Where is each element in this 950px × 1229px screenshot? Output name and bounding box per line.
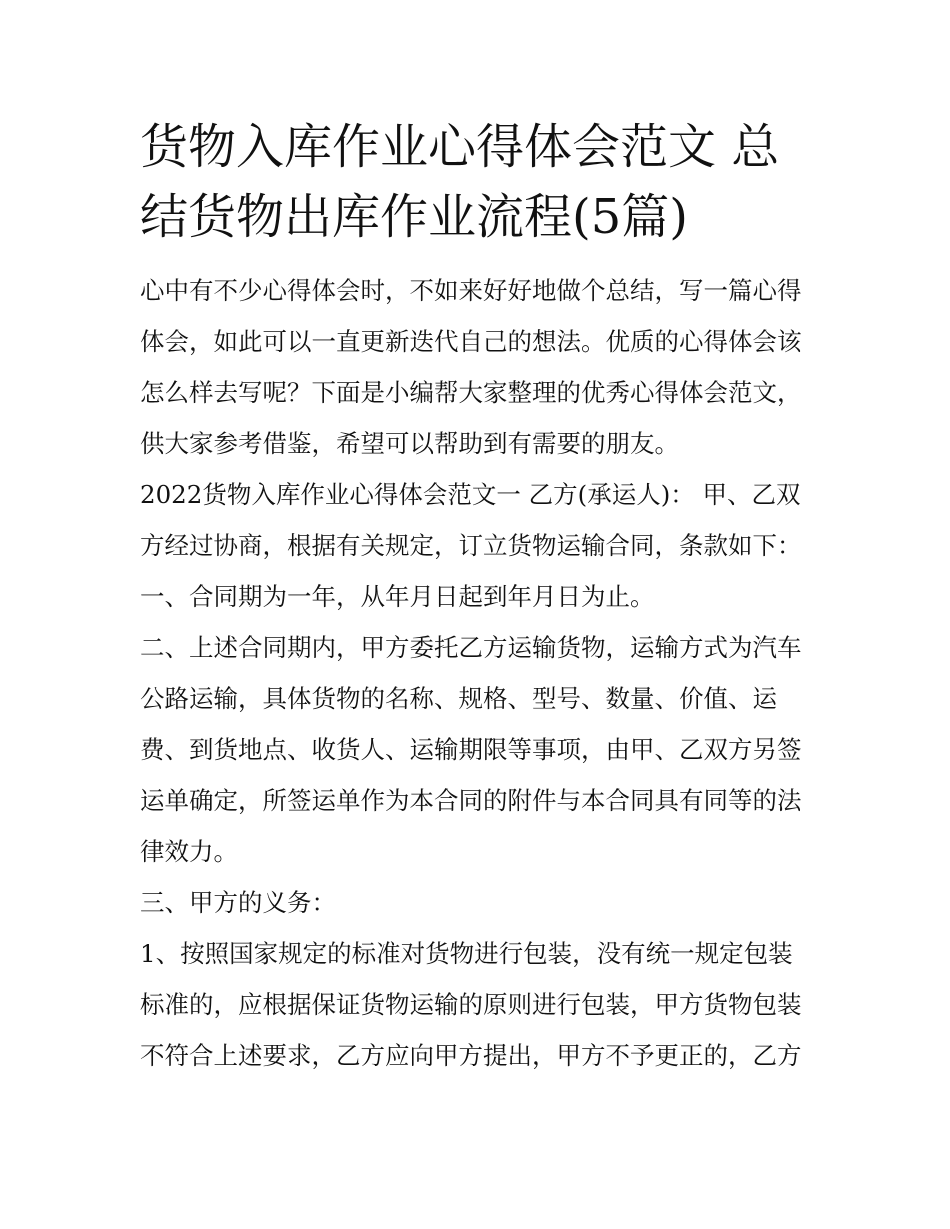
document-title	[140, 112, 820, 252]
body-line: 体会，如此可以一直更新迭代自己的想法。优质的心得体会该	[140, 327, 802, 356]
document-content	[140, 112, 820, 1081]
body-line: 不符合上述要求，乙方应向甲方提出，甲方不予更正的，乙方	[140, 1041, 802, 1070]
title-line-2: 结货物出库作业流程(5篇)	[140, 189, 688, 245]
body-line: 怎么样去写呢？下面是小编帮大家整理的优秀心得体会范文，	[140, 378, 802, 407]
body-line: 心中有不少心得体会时，不如来好好地做个总结，写一篇心得	[140, 276, 802, 305]
body-line: 1、按照国家规定的标准对货物进行包装，没有统一规定包装	[140, 939, 793, 968]
body-line: 供大家参考借鉴，希望可以帮助到有需要的朋友。	[140, 429, 679, 458]
body-line: 公路运输，具体货物的名称、规格、型号、数量、价值、运	[140, 684, 777, 713]
body-line: 三、甲方的义务：	[140, 888, 336, 917]
body-line: 律效力。	[140, 837, 238, 866]
body-line: 二、上述合同期内，甲方委托乙方运输货物，运输方式为汽车	[140, 633, 802, 662]
document-body	[140, 265, 820, 1081]
title-line-1: 货物入库作业心得体会范文 总	[140, 119, 780, 175]
body-line: 费、到货地点、收货人、运输期限等事项，由甲、乙双方另签	[140, 735, 802, 764]
body-line: 方经过协商，根据有关规定，订立货物运输合同，条款如下：	[140, 531, 802, 560]
body-line: 2022货物入库作业心得体会范文一 乙方(承运人)： 甲、乙双	[140, 480, 801, 509]
body-line: 标准的，应根据保证货物运输的原则进行包装，甲方货物包装	[140, 990, 802, 1019]
body-line: 运单确定，所签运单作为本合同的附件与本合同具有同等的法	[140, 786, 802, 815]
body-line: 一、合同期为一年，从年月日起到年月日为止。	[140, 582, 655, 611]
